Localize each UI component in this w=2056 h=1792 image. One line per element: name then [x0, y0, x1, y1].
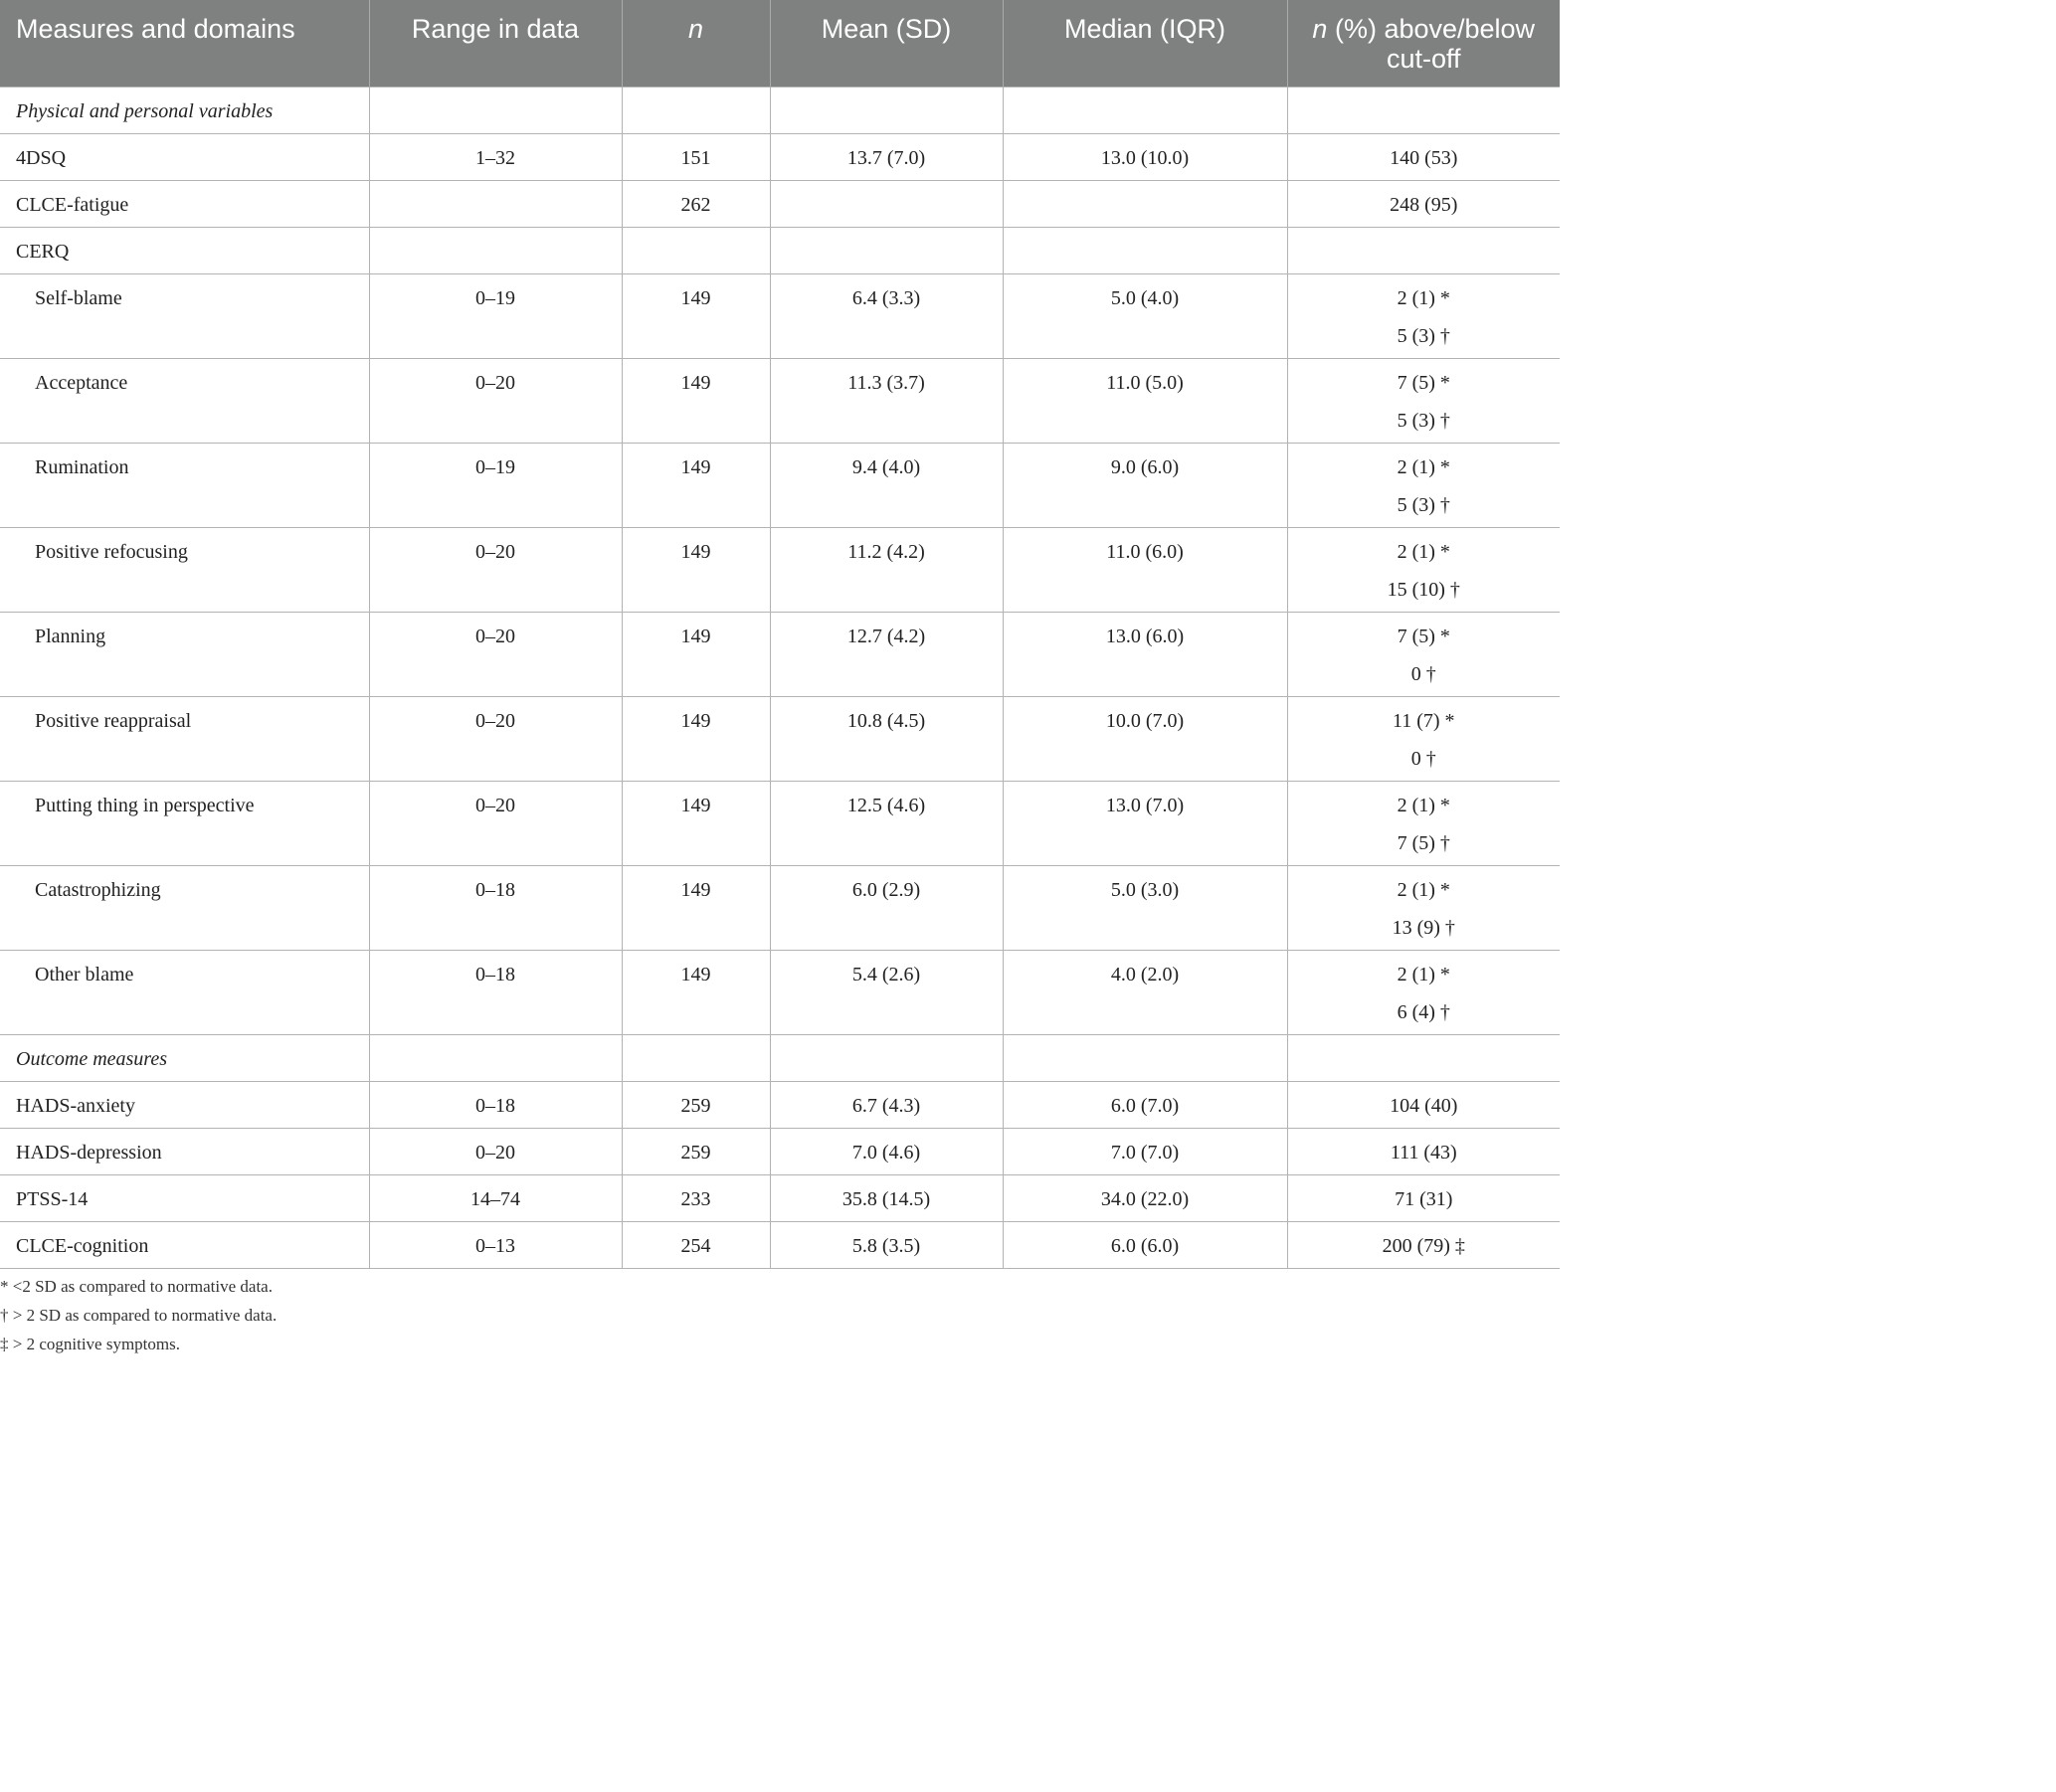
cell-measure: CLCE-fatigue [0, 180, 369, 227]
cell-n: 262 [622, 180, 770, 227]
header-cutoff-line2: cut-off [1386, 44, 1461, 74]
cell-range: 0–13 [369, 1221, 622, 1268]
cell-n: 233 [622, 1174, 770, 1221]
cell-measure: 4DSQ [0, 133, 369, 180]
cell-n: 259 [622, 1081, 770, 1128]
table-row [0, 865, 1560, 950]
cell-mean [770, 87, 1003, 133]
header-cutoff [1287, 0, 1560, 87]
cell-mean: 5.4 (2.6) [770, 950, 1003, 1034]
cell-measure: Putting thing in perspective [0, 781, 369, 865]
cell-mean [770, 227, 1003, 273]
cutoff-line-1: 2 (1) * [1397, 963, 1450, 986]
cutoff-line-2: 15 (10) † [1387, 578, 1460, 601]
cell-range: 0–20 [369, 781, 622, 865]
header-cutoff-rest: (%) above/below [1327, 14, 1536, 44]
cell-median: 6.0 (6.0) [1003, 1221, 1287, 1268]
cell-mean: 35.8 (14.5) [770, 1174, 1003, 1221]
cell-measure: Other blame [0, 950, 369, 1034]
cell-measure: HADS-anxiety [0, 1081, 369, 1128]
cell-cutoff [1287, 1081, 1560, 1128]
cell-cutoff [1287, 273, 1560, 358]
cell-n: 149 [622, 612, 770, 696]
cell-range [369, 180, 622, 227]
cell-mean: 9.4 (4.0) [770, 443, 1003, 527]
header-median: Median (IQR) [1003, 0, 1287, 87]
header-measures: Measures and domains [0, 0, 369, 87]
cell-cutoff [1287, 180, 1560, 227]
cutoff-line-2: 6 (4) † [1397, 1000, 1450, 1023]
cell-mean: 13.7 (7.0) [770, 133, 1003, 180]
cutoff-line-2: 13 (9) † [1392, 916, 1455, 939]
table-row [0, 443, 1560, 527]
cell-median: 13.0 (10.0) [1003, 133, 1287, 180]
cell-n: 149 [622, 950, 770, 1034]
cell-cutoff [1287, 781, 1560, 865]
cell-cutoff [1287, 1221, 1560, 1268]
cell-measure: Positive refocusing [0, 527, 369, 612]
cutoff-line-1: 248 (95) [1390, 193, 1458, 216]
cell-median: 11.0 (6.0) [1003, 527, 1287, 612]
cell-range: 14–74 [369, 1174, 622, 1221]
header-row [0, 0, 1560, 87]
cell-mean: 6.7 (4.3) [770, 1081, 1003, 1128]
footnote-single-asterisk: * <2 SD as compared to normative data. [0, 1277, 273, 1296]
cell-range: 0–20 [369, 1128, 622, 1174]
cell-measure: Physical and personal variables [0, 87, 369, 133]
cell-mean: 7.0 (4.6) [770, 1128, 1003, 1174]
cutoff-line-2: 0 † [1410, 747, 1436, 770]
table-row [0, 1221, 1560, 1268]
table-row [0, 1034, 1560, 1081]
cutoff-line-2: 5 (3) † [1397, 409, 1450, 432]
cell-median: 11.0 (5.0) [1003, 358, 1287, 443]
cell-measure: Outcome measures [0, 1034, 369, 1081]
cell-cutoff [1287, 443, 1560, 527]
cutoff-line-1: 11 (7) * [1392, 709, 1455, 732]
table-row [0, 1128, 1560, 1174]
table-row [0, 180, 1560, 227]
table-row [0, 527, 1560, 612]
cell-median [1003, 180, 1287, 227]
header-mean: Mean (SD) [770, 0, 1003, 87]
cell-mean: 11.2 (4.2) [770, 527, 1003, 612]
table-row [0, 87, 1560, 133]
header-range: Range in data [369, 0, 622, 87]
cell-median: 7.0 (7.0) [1003, 1128, 1287, 1174]
cutoff-line-1: 2 (1) * [1397, 794, 1450, 816]
footnote-dagger: † > 2 SD as compared to normative data. [0, 1306, 278, 1325]
cell-median: 4.0 (2.0) [1003, 950, 1287, 1034]
table-row [0, 273, 1560, 358]
cell-range [369, 227, 622, 273]
footnotes [0, 1272, 1560, 1358]
cutoff-line-1: 7 (5) * [1397, 625, 1450, 647]
table-row [0, 133, 1560, 180]
cell-mean: 11.3 (3.7) [770, 358, 1003, 443]
cell-cutoff [1287, 1174, 1560, 1221]
cell-range: 0–18 [369, 1081, 622, 1128]
cell-cutoff [1287, 1128, 1560, 1174]
cell-n: 149 [622, 273, 770, 358]
table-row [0, 358, 1560, 443]
cell-n [622, 87, 770, 133]
cell-n: 254 [622, 1221, 770, 1268]
cell-median: 13.0 (7.0) [1003, 781, 1287, 865]
cell-cutoff [1287, 612, 1560, 696]
cell-median: 10.0 (7.0) [1003, 696, 1287, 781]
cell-n: 259 [622, 1128, 770, 1174]
header-cutoff-n: n [1312, 14, 1328, 44]
cutoff-line-1: 7 (5) * [1397, 371, 1450, 394]
cell-range [369, 1034, 622, 1081]
cell-n: 151 [622, 133, 770, 180]
cell-cutoff [1287, 133, 1560, 180]
cell-n: 149 [622, 696, 770, 781]
cell-mean: 6.0 (2.9) [770, 865, 1003, 950]
cell-measure: Self-blame [0, 273, 369, 358]
cutoff-line-2: 0 † [1410, 662, 1436, 685]
cell-cutoff [1287, 527, 1560, 612]
cell-range: 1–32 [369, 133, 622, 180]
cutoff-line-1: 200 (79) ‡ [1382, 1234, 1465, 1257]
cell-n: 149 [622, 443, 770, 527]
cell-cutoff [1287, 950, 1560, 1034]
table-row [0, 227, 1560, 273]
header-n-label: n [687, 14, 704, 44]
cell-n: 149 [622, 865, 770, 950]
cutoff-line-1: 2 (1) * [1397, 540, 1450, 563]
cell-mean: 6.4 (3.3) [770, 273, 1003, 358]
table-row [0, 1174, 1560, 1221]
cutoff-line-1: 2 (1) * [1397, 878, 1450, 901]
table-body [0, 87, 1560, 1268]
cell-n: 149 [622, 527, 770, 612]
cutoff-line-1: 104 (40) [1390, 1094, 1458, 1117]
cell-median [1003, 1034, 1287, 1081]
cell-median [1003, 87, 1287, 133]
cell-measure: Positive reappraisal [0, 696, 369, 781]
cell-measure: Acceptance [0, 358, 369, 443]
cutoff-line-1: 2 (1) * [1397, 455, 1450, 478]
cell-range: 0–18 [369, 950, 622, 1034]
cell-measure: Rumination [0, 443, 369, 527]
cutoff-line-2: 5 (3) † [1397, 324, 1450, 347]
cell-n [622, 227, 770, 273]
cell-measure: Planning [0, 612, 369, 696]
cell-cutoff [1287, 1034, 1560, 1081]
cutoff-line-1: 2 (1) * [1397, 286, 1450, 309]
table-row [0, 1081, 1560, 1128]
cell-range: 0–20 [369, 612, 622, 696]
cell-range: 0–19 [369, 443, 622, 527]
cell-range: 0–19 [369, 273, 622, 358]
cell-mean: 10.8 (4.5) [770, 696, 1003, 781]
cell-n: 149 [622, 358, 770, 443]
cell-cutoff [1287, 358, 1560, 443]
cell-mean [770, 180, 1003, 227]
table-row [0, 696, 1560, 781]
cutoff-line-1: 71 (31) [1395, 1187, 1453, 1210]
cell-range: 0–20 [369, 527, 622, 612]
cell-mean: 12.7 (4.2) [770, 612, 1003, 696]
cell-range: 0–20 [369, 696, 622, 781]
cutoff-line-1: 111 (43) [1390, 1141, 1457, 1164]
cell-median: 5.0 (3.0) [1003, 865, 1287, 950]
cell-measure: CERQ [0, 227, 369, 273]
cell-range [369, 87, 622, 133]
cell-mean: 12.5 (4.6) [770, 781, 1003, 865]
header-n [622, 0, 770, 87]
table-header [0, 0, 1560, 87]
cell-median [1003, 227, 1287, 273]
cutoff-line-2: 7 (5) † [1397, 831, 1450, 854]
footnote-double-dagger: ‡ > 2 cognitive symptoms. [0, 1335, 180, 1353]
cutoff-line-1: 140 (53) [1390, 146, 1458, 169]
cell-n [622, 1034, 770, 1081]
cell-measure: PTSS-14 [0, 1174, 369, 1221]
cell-range: 0–18 [369, 865, 622, 950]
cell-n: 149 [622, 781, 770, 865]
cell-cutoff [1287, 87, 1560, 133]
cutoff-line-2: 5 (3) † [1397, 493, 1450, 516]
cell-cutoff [1287, 865, 1560, 950]
cell-measure: Catastrophizing [0, 865, 369, 950]
cell-measure: HADS-depression [0, 1128, 369, 1174]
cell-measure: CLCE-cognition [0, 1221, 369, 1268]
cell-median: 6.0 (7.0) [1003, 1081, 1287, 1128]
cell-median: 5.0 (4.0) [1003, 273, 1287, 358]
cell-median: 34.0 (22.0) [1003, 1174, 1287, 1221]
cell-median: 9.0 (6.0) [1003, 443, 1287, 527]
cell-mean [770, 1034, 1003, 1081]
cell-cutoff [1287, 696, 1560, 781]
table-row [0, 781, 1560, 865]
table-row [0, 612, 1560, 696]
cell-range: 0–20 [369, 358, 622, 443]
cell-cutoff [1287, 227, 1560, 273]
cell-median: 13.0 (6.0) [1003, 612, 1287, 696]
table-row [0, 950, 1560, 1034]
cell-mean: 5.8 (3.5) [770, 1221, 1003, 1268]
